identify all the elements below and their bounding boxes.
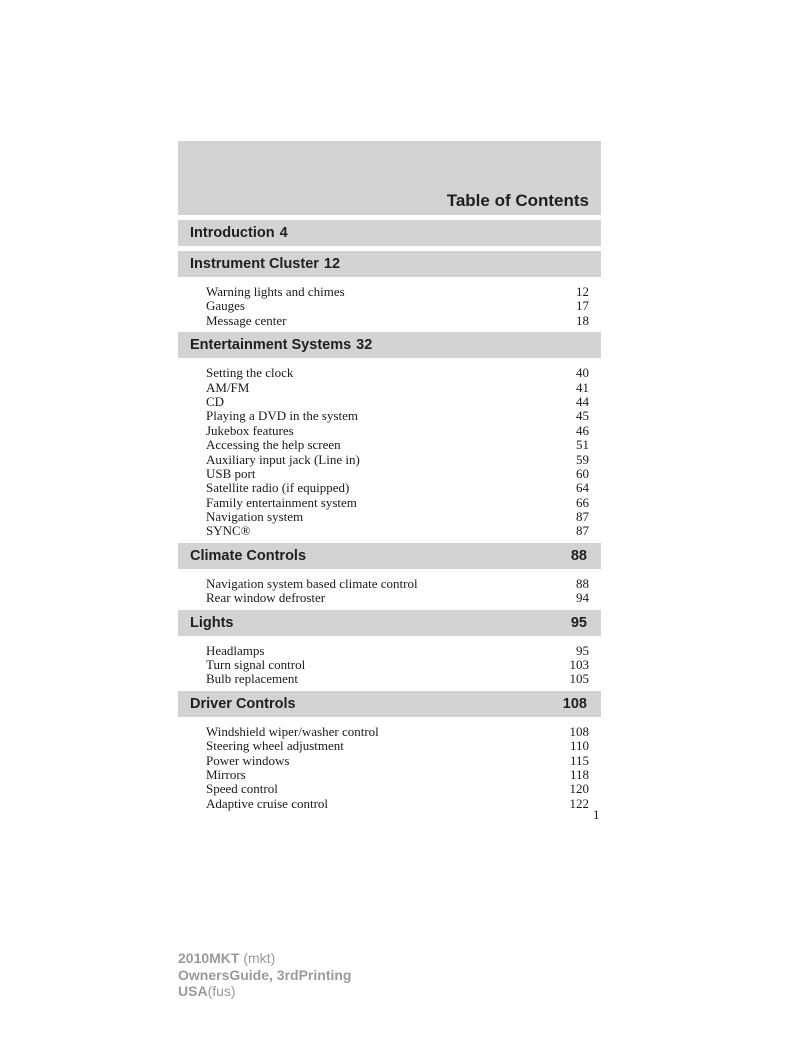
print-footer bbox=[178, 950, 351, 1000]
table-of-contents bbox=[178, 141, 601, 815]
toc-entry-label: Satellite radio (if equipped) bbox=[206, 480, 350, 496]
section-header[interactable] bbox=[178, 251, 601, 277]
toc-entry[interactable] bbox=[206, 768, 589, 782]
toc-entry-label: CD bbox=[206, 393, 225, 409]
toc-title-block bbox=[178, 141, 601, 215]
toc-entry-label: Navigation system bbox=[206, 509, 304, 525]
section-page: 108 bbox=[562, 695, 587, 712]
toc-entry-label: Warning lights and chimes bbox=[206, 284, 345, 299]
section-title: Driver Controls bbox=[190, 695, 296, 712]
toc-entry-page: 108 bbox=[569, 723, 589, 739]
toc-entry-page: 18 bbox=[576, 312, 589, 328]
toc-entry-page: 118 bbox=[569, 766, 589, 782]
footer-region-code: (fus) bbox=[207, 983, 236, 999]
toc-entry[interactable] bbox=[206, 299, 589, 313]
toc-entry-label: Jukebox features bbox=[206, 422, 294, 438]
toc-entry-page: 122 bbox=[569, 795, 589, 811]
section-title: Lights bbox=[190, 614, 234, 631]
section-title: Introduction bbox=[190, 225, 275, 241]
toc-entry[interactable] bbox=[206, 510, 589, 524]
section-items bbox=[178, 282, 601, 328]
toc-entry-page: 40 bbox=[576, 365, 589, 381]
toc-entry[interactable] bbox=[206, 453, 589, 467]
toc-entry-page: 94 bbox=[576, 590, 589, 606]
toc-sections bbox=[178, 220, 601, 811]
section-title: Entertainment Systems bbox=[190, 337, 352, 354]
toc-entry-label: SYNC® bbox=[206, 523, 251, 539]
toc-title: Table of Contents bbox=[446, 191, 589, 210]
section-page: 12 bbox=[323, 256, 341, 272]
footer-model: 2010MKT bbox=[178, 950, 240, 966]
toc-entry-page: 88 bbox=[576, 575, 589, 591]
toc-entry-page: 110 bbox=[569, 738, 589, 754]
toc-entry-label: Family entertainment system bbox=[206, 494, 357, 510]
toc-entry-label: Bulb replacement bbox=[206, 671, 299, 687]
toc-entry-page: 64 bbox=[576, 480, 589, 496]
toc-entry-page: 59 bbox=[576, 451, 589, 467]
section-page: 32 bbox=[356, 337, 373, 354]
toc-entry-page: 115 bbox=[569, 752, 589, 768]
toc-entry-page: 95 bbox=[576, 642, 589, 658]
toc-entry[interactable] bbox=[206, 725, 589, 739]
toc-entry-page: 17 bbox=[576, 298, 589, 314]
toc-entry-label: Speed control bbox=[206, 781, 278, 797]
toc-entry[interactable] bbox=[206, 797, 589, 811]
section-header-left bbox=[190, 548, 306, 564]
section-title: Climate Controls bbox=[190, 547, 307, 564]
toc-entry-label: AM/FM bbox=[206, 379, 250, 395]
section-items bbox=[178, 363, 601, 539]
toc-entry-page: 41 bbox=[576, 379, 589, 395]
toc-entry-label: Windshield wiper/washer control bbox=[206, 723, 379, 739]
toc-entry-page: 44 bbox=[576, 393, 589, 409]
toc-entry-page: 87 bbox=[576, 509, 589, 525]
toc-entry-label: Auxiliary input jack (Line in) bbox=[206, 451, 360, 467]
toc-entry[interactable] bbox=[206, 395, 589, 409]
toc-entry[interactable] bbox=[206, 285, 589, 299]
section-header-left bbox=[190, 615, 234, 631]
toc-entry-page: 46 bbox=[576, 422, 589, 438]
toc-entry[interactable] bbox=[206, 314, 589, 328]
toc-entry[interactable] bbox=[206, 424, 589, 438]
toc-entry-label: Mirrors bbox=[206, 766, 246, 782]
section-items bbox=[178, 574, 601, 606]
toc-entry[interactable] bbox=[206, 754, 589, 768]
toc-entry-page: 105 bbox=[569, 671, 589, 687]
footer-region: USA bbox=[178, 983, 208, 999]
toc-entry[interactable] bbox=[206, 672, 589, 686]
toc-entry[interactable] bbox=[206, 782, 589, 796]
footer-line-1 bbox=[178, 950, 351, 967]
toc-entry-page: 12 bbox=[576, 284, 589, 299]
toc-entry[interactable] bbox=[206, 381, 589, 395]
toc-entry-label: Setting the clock bbox=[206, 365, 294, 381]
footer-printing: OwnersGuide, 3rdPrinting bbox=[178, 966, 352, 983]
toc-entry[interactable] bbox=[206, 366, 589, 380]
toc-entry[interactable] bbox=[206, 591, 589, 605]
toc-entry[interactable] bbox=[206, 577, 589, 591]
toc-entry-page: 87 bbox=[576, 523, 589, 539]
section-page: 4 bbox=[279, 225, 288, 241]
toc-entry[interactable] bbox=[206, 739, 589, 753]
section-header-left bbox=[190, 225, 288, 241]
toc-entry-page: 120 bbox=[569, 781, 589, 797]
section-header-left bbox=[190, 696, 296, 712]
toc-entry-label: Turn signal control bbox=[206, 657, 306, 673]
toc-entry[interactable] bbox=[206, 409, 589, 423]
toc-entry-label: Headlamps bbox=[206, 642, 265, 658]
section-header[interactable] bbox=[178, 220, 601, 246]
section-header[interactable] bbox=[178, 543, 601, 569]
section-header-left bbox=[190, 337, 372, 353]
toc-entry-page: 60 bbox=[576, 465, 589, 481]
toc-entry-label: USB port bbox=[206, 465, 256, 481]
section-items bbox=[178, 722, 601, 811]
toc-entry-label: Message center bbox=[206, 312, 287, 328]
toc-entry-label: Rear window defroster bbox=[206, 590, 326, 606]
toc-entry[interactable] bbox=[206, 658, 589, 672]
toc-entry-page: 103 bbox=[569, 657, 589, 673]
toc-entry-label: Power windows bbox=[206, 752, 290, 768]
toc-entry[interactable] bbox=[206, 524, 589, 538]
toc-entry-label: Gauges bbox=[206, 298, 245, 314]
footer-model-code: (mkt) bbox=[243, 950, 276, 966]
toc-entry-label: Navigation system based climate control bbox=[206, 575, 418, 591]
toc-entry-label: Accessing the help screen bbox=[206, 437, 341, 453]
section-header-left bbox=[190, 256, 340, 272]
toc-entry-page: 45 bbox=[576, 408, 589, 424]
toc-entry[interactable] bbox=[206, 496, 589, 510]
footer-line-2 bbox=[178, 967, 351, 984]
toc-entry-label: Steering wheel adjustment bbox=[206, 738, 344, 754]
toc-entry[interactable] bbox=[206, 467, 589, 481]
toc-entry-page: 51 bbox=[576, 437, 589, 453]
section-page: 95 bbox=[570, 614, 587, 631]
toc-entry-label: Adaptive cruise control bbox=[206, 795, 329, 811]
page-number: 1 bbox=[593, 807, 600, 822]
section-header[interactable] bbox=[178, 332, 601, 358]
toc-entry-page: 66 bbox=[576, 494, 589, 510]
section-title: Instrument Cluster bbox=[190, 256, 319, 272]
toc-entry[interactable] bbox=[206, 438, 589, 452]
toc-entry[interactable] bbox=[206, 481, 589, 495]
section-page: 88 bbox=[570, 547, 587, 564]
section-header[interactable] bbox=[178, 691, 601, 717]
toc-entry-label: Playing a DVD in the system bbox=[206, 408, 359, 424]
toc-entry[interactable] bbox=[206, 644, 589, 658]
section-items bbox=[178, 641, 601, 687]
section-header[interactable] bbox=[178, 610, 601, 636]
footer-line-3 bbox=[178, 983, 351, 1000]
